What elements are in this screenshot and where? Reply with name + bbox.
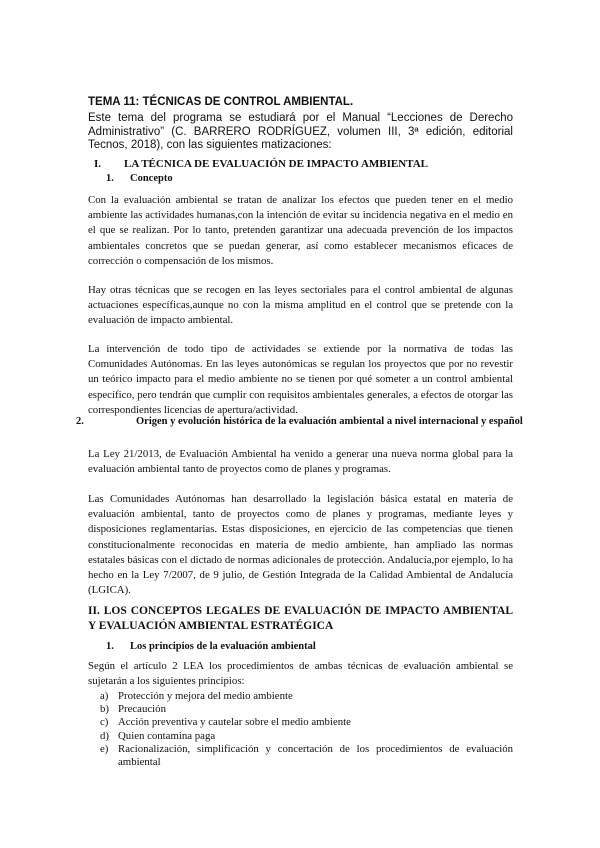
list-item [88, 690, 513, 703]
subsection-concepto-title: Concepto [130, 173, 173, 184]
subsection-principios-title: Los principios de la evaluación ambiental [130, 641, 316, 652]
origen-paragraph-2: Las Comunidades Autónomas han desarrollado la legislación básica estatal en materia de evaluación ambiental, tanto de proyectos como de planes y programas, mediante leyes y disposiciones reglamentarias. Estas disposiciones, en ejercicio de las competencias que tienen constitucionalmente reconocidas en materia de medio ambiente, han ampliado las normas estatales básicas con el dictado de normas adicionales de protección. Andalucía,por ejemplo, lo ha hecho en la Ley 7/2007, de 9 julio, de Gestión Integrada de la Calidad Ambiental de Andalucía (LGICA). [88, 493, 513, 597]
list-item-text: Acción preventiva y cautelar sobre el medio ambiente [118, 716, 351, 729]
subsection-concepto-number: 1. [106, 173, 114, 184]
list-marker: c) [100, 716, 109, 729]
page-title: TEMA 11: TÉCNICAS DE CONTROL AMBIENTAL. [88, 96, 354, 108]
list-marker: e) [100, 742, 109, 755]
principles-list [88, 690, 513, 769]
list-marker: d) [100, 729, 109, 742]
subsection-concepto-heading [88, 173, 513, 184]
list-item-text: Quien contamina paga [118, 729, 216, 742]
concepto-paragraph-1: Con la evaluación ambiental se tratan de analizar los efectos que pueden tener en el medio ambiente las actividades humanas,con la intención de evitar su incidencia negativa en el medio en el que se realizan. Por lo tanto, pretenden garantizar una adecuada prevención de los impactos ambientales concretos que se puedan generar, así como establecer mecanismos eficaces de corrección o compensación de los mismos. [88, 194, 513, 267]
list-item-text: Protección y mejora del medio ambiente [118, 690, 293, 702]
origen-paragraph-1: La Ley 21/2013, de Evaluación Ambiental ha venido a generar una nueva norma global para la evaluación ambiental tanto de proyectos como de planes y programas. [88, 448, 513, 476]
list-marker: b) [100, 703, 109, 716]
section-2-heading: II. LOS CONCEPTOS LEGALES DE EVALUACIÓN DE IMPACTO AMBIENTAL Y EVALUACIÓN AMBIENTAL ESTRATÉGICA [88, 605, 513, 632]
section-1-number: I. [94, 158, 102, 170]
list-item [88, 703, 513, 716]
concepto-paragraph-2: Hay otras técnicas que se recogen en las leyes sectoriales para el control ambiental de algunas actuaciones específicas,aunque no con la misma amplitud en el control que se pretende con la evaluación de impacto ambiental. [88, 284, 513, 327]
subsection-origen-heading [76, 415, 543, 429]
section-1-heading [88, 158, 513, 170]
list-item [88, 716, 513, 729]
subsection-origen-number: 2. [76, 416, 84, 427]
list-marker: a) [100, 690, 109, 702]
principios-paragraph: Según el artículo 2 LEA los procedimientos de ambas técnicas de evaluación ambiental se sujetarán a los siguientes principios: [88, 660, 513, 688]
section-1-title: LA TÉCNICA DE EVALUACIÓN DE IMPACTO AMBIENTAL [124, 158, 428, 170]
list-item-text: Racionalización, simplificación y concertación de los procedimientos de evaluación ambiental [118, 742, 513, 769]
intro-paragraph: Este tema del programa se estudiará por el Manual “Lecciones de Derecho Administrativo” (C. BARRERO RODRÍGUEZ, volumen III, 3ª edición, editorial Tecnos, 2018), con las siguientes matizaciones: [88, 112, 513, 151]
subsection-principios-number: 1. [106, 641, 114, 652]
concepto-paragraph-3: La intervención de todo tipo de actividades se extiende por la normativa de todas las Comunidades Autónomas. En las leyes autonómicas se regulan los proyectos que por no revestir un teórico impacto para el medio ambiente no se tienen por qué someter a un control ambiental específico, pero tendrán que cumplir con requisitos ambientales generales, a efectos de otorgar las correspondientes licencias de apertura/actividad. [88, 343, 513, 416]
list-item [88, 730, 513, 743]
subsection-origen-title: Origen y evolución histórica de la evaluación ambiental a nivel internacional y español [136, 416, 523, 427]
subsection-principios-heading [88, 641, 513, 652]
list-item-text: Precaución [118, 703, 166, 716]
list-item [88, 743, 513, 769]
